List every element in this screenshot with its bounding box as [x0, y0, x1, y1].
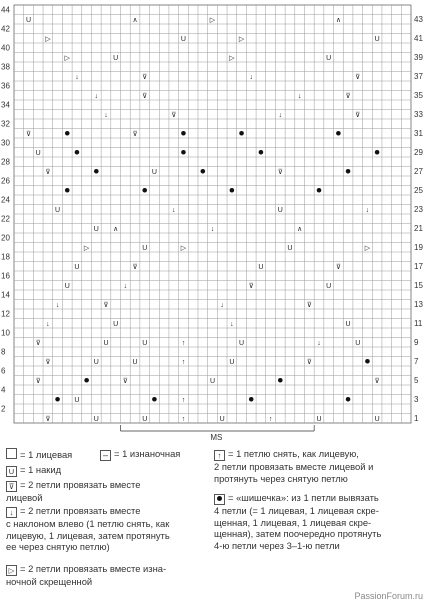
bobble-mark	[181, 131, 186, 136]
legend-k2tog	[6, 479, 140, 504]
row-label-left: 34	[1, 100, 10, 110]
stitch-yo: U	[374, 35, 380, 43]
row-label-left: 4	[1, 385, 6, 395]
stitch-yo: U	[219, 415, 225, 423]
row-label-left: 6	[1, 366, 6, 376]
ssk-icon: ↓	[6, 507, 17, 518]
row-label-right: 17	[414, 262, 423, 272]
bobble-mark	[249, 397, 254, 402]
row-label-right: 7	[414, 357, 419, 367]
stitch-ssk: ↓	[75, 73, 79, 81]
row-label-left: 42	[1, 24, 10, 34]
stitch-yo: U	[355, 339, 361, 347]
row-label-right: 5	[414, 376, 419, 386]
stitch-yo: U	[258, 263, 264, 271]
row-label-left: 44	[1, 5, 10, 15]
row-label-left: 24	[1, 195, 10, 205]
legend-k2tog-text: = 2 петли провязать вместе лицевой	[6, 479, 141, 503]
stitch-ssk: ↓	[123, 282, 128, 290]
row-label-right: 13	[414, 300, 423, 310]
stitch-p2tog_tbl: ▷	[83, 244, 90, 252]
stitch-yo: U	[229, 358, 235, 366]
stitch-k2tog: ⊽	[103, 301, 109, 309]
stitch-yo: U	[103, 339, 109, 347]
stitch-yo: U	[74, 263, 80, 271]
stitch-yo: U	[345, 320, 351, 328]
k2tog-icon: ⊽	[6, 481, 17, 492]
legend-knit	[6, 448, 72, 461]
row-label-left: 20	[1, 233, 10, 243]
stitch-ssk: ↓	[317, 339, 321, 347]
stitch-yo: U	[93, 358, 99, 366]
row-label-right: 43	[414, 15, 423, 25]
stitch-k2tog_left: ∧	[113, 225, 119, 233]
legend-purl	[100, 448, 180, 461]
row-label-right: 31	[414, 129, 423, 139]
stitch-cdd: ↑	[181, 415, 186, 423]
stitch-ssk: ↓	[210, 225, 215, 233]
stitch-p2tog_tbl: ▷	[64, 54, 70, 62]
row-label-right: 21	[414, 224, 423, 234]
bobble-mark	[336, 131, 341, 136]
stitch-yo: U	[74, 396, 80, 404]
stitch-yo: U	[142, 415, 148, 423]
stitch-k2tog_left: ∧	[132, 16, 138, 24]
stitch-yo: U	[64, 282, 70, 290]
stitch-yo: U	[142, 339, 148, 347]
row-label-left: 22	[1, 214, 10, 224]
bobble-mark	[365, 359, 370, 364]
stitch-cdd: ↑	[181, 358, 186, 366]
stitch-k2tog: ⊽	[345, 92, 351, 100]
bobble-icon	[214, 494, 225, 505]
stitch-yo: U	[374, 415, 380, 423]
stitch-yo: U	[277, 206, 283, 214]
legend-purl-text: = 1 изнаночная	[114, 448, 181, 459]
stitch-yo: U	[35, 149, 41, 157]
row-label-right: 41	[414, 34, 423, 44]
stitch-yo: U	[239, 339, 245, 347]
cdd-icon: ↑	[214, 450, 225, 461]
watermark: PassionForum.ru	[354, 591, 423, 601]
row-label-right: 25	[414, 186, 423, 196]
row-label-right: 23	[414, 205, 423, 215]
stitch-k2tog: ⊽	[306, 301, 312, 309]
row-label-left: 26	[1, 176, 10, 186]
stitch-p2tog_tbl: ▷	[45, 35, 51, 43]
bobble-mark	[239, 131, 244, 136]
stitch-k2tog: ⊽	[355, 73, 361, 81]
legend-bobble	[214, 492, 381, 551]
bobble-mark	[142, 188, 147, 193]
stitch-yo: U	[113, 320, 119, 328]
legend-cdd	[214, 448, 373, 484]
stitch-k2tog_left: ∧	[335, 16, 341, 24]
row-label-left: 38	[1, 62, 10, 72]
stitch-yo: U	[142, 244, 148, 252]
bobble-mark	[346, 169, 351, 174]
bobble-mark	[55, 397, 60, 402]
yo-icon: U	[6, 466, 17, 477]
stitch-yo: U	[180, 35, 186, 43]
row-label-right: 19	[414, 243, 423, 253]
bobble-mark	[65, 188, 70, 193]
purl-icon: –	[100, 450, 111, 461]
bobble-mark	[94, 169, 99, 174]
stitch-ssk: ↓	[230, 320, 234, 328]
row-label-left: 8	[1, 347, 6, 357]
stitch-ssk: ↓	[278, 111, 283, 119]
bobble-mark	[75, 150, 80, 155]
stitch-yo: U	[326, 54, 332, 62]
row-label-right: 3	[414, 395, 419, 405]
stitch-ssk: ↓	[172, 206, 176, 214]
legend-knit-text: = 1 лицевая	[20, 449, 73, 460]
stitch-k2tog: ⊽	[306, 358, 312, 366]
legend-ssk	[6, 505, 170, 553]
stitch-k2tog_left: ∧	[297, 225, 303, 233]
knit-icon	[6, 448, 17, 459]
stitch-k2tog: ⊽	[355, 111, 361, 119]
stitch-yo: U	[93, 225, 99, 233]
stitch-k2tog: ⊽	[335, 263, 341, 271]
stitch-k2tog: ⊽	[132, 263, 138, 271]
row-label-left: 10	[1, 328, 10, 338]
stitch-k2tog: ⊽	[248, 282, 254, 290]
stitch-yo: U	[113, 54, 119, 62]
stitch-ssk: ↓	[365, 206, 370, 214]
stitch-p2tog_tbl: ▷	[364, 244, 371, 252]
row-label-right: 15	[414, 281, 423, 291]
row-label-right: 35	[414, 91, 423, 101]
row-label-right: 11	[414, 319, 423, 329]
bobble-mark	[181, 150, 186, 155]
bobble-mark	[84, 378, 89, 383]
row-label-right: 9	[414, 338, 419, 348]
legend-cdd-text: = 1 петлю снять, как лицевую, 2 петли провязать вместе лицевой и протянуть через снятую петлю	[214, 448, 374, 484]
bobble-mark	[375, 150, 380, 155]
bobble-mark	[259, 150, 264, 155]
row-label-left: 18	[1, 252, 10, 262]
stitch-k2tog: ⊽	[35, 339, 41, 347]
stitch-k2tog: ⊽	[45, 415, 51, 423]
bobble-mark	[152, 397, 157, 402]
row-label-left: 40	[1, 43, 10, 53]
legend-yo-text: = 1 накид	[20, 464, 62, 475]
stitch-k2tog: ⊽	[45, 358, 51, 366]
legend-ssk-text: = 2 петли провязать вместе с наклоном влево (1 петлю снять, как лицевую, 1 лицевая, затем протянуть ее через снятую петлю)	[6, 505, 170, 552]
stitch-ssk: ↓	[46, 320, 50, 328]
stitch-k2tog: ⊽	[25, 130, 32, 138]
stitch-yo: U	[209, 377, 216, 385]
stitch-k2tog: ⊽	[171, 111, 177, 119]
stitch-yo: U	[287, 244, 293, 252]
bobble-mark	[65, 131, 70, 136]
legend-p2tog-tbl-text: = 2 петли провязать вместе изна- ночной скрещенной	[6, 563, 167, 587]
stitch-k2tog: ⊽	[45, 168, 51, 176]
bobble-mark	[201, 169, 206, 174]
row-label-right: 33	[414, 110, 423, 120]
row-label-left: 16	[1, 271, 10, 281]
row-label-right: 27	[414, 167, 423, 177]
row-label-left: 28	[1, 157, 10, 167]
stitch-p2tog_tbl: ▷	[238, 35, 245, 43]
legend-p2tog-tbl	[6, 563, 166, 588]
stitch-k2tog: ⊽	[132, 130, 138, 138]
row-label-left: 14	[1, 290, 10, 300]
row-label-right: 1	[414, 414, 419, 424]
stitch-cdd: ↑	[268, 415, 273, 423]
row-label-right: 39	[414, 53, 423, 63]
stitch-cdd: ↑	[181, 396, 186, 404]
row-label-left: 2	[1, 404, 6, 414]
stitch-ssk: ↓	[220, 301, 224, 309]
bobble-mark	[317, 188, 322, 193]
stitch-yo: U	[326, 282, 332, 290]
stitch-yo: U	[132, 358, 138, 366]
row-label-right: 29	[414, 148, 423, 158]
stitch-k2tog: ⊽	[35, 377, 41, 385]
legend-yo	[6, 464, 61, 477]
bobble-mark	[278, 378, 283, 383]
stitch-p2tog_tbl: ▷	[229, 54, 235, 62]
ms-label: MS	[210, 433, 223, 440]
stitch-k2tog: ⊽	[122, 377, 128, 385]
stitch-ssk: ↓	[104, 111, 108, 119]
row-label-left: 36	[1, 81, 10, 91]
stitch-cdd: ↑	[181, 339, 186, 347]
bobble-mark	[346, 397, 351, 402]
stitch-yo: U	[25, 16, 32, 24]
bobble-mark	[230, 188, 235, 193]
stitch-ssk: ↓	[249, 73, 253, 81]
stitch-ssk: ↓	[297, 92, 302, 100]
stitch-k2tog: ⊽	[277, 168, 283, 176]
row-label-left: 32	[1, 119, 10, 129]
stitch-yo: U	[151, 168, 157, 176]
stitch-yo: U	[316, 415, 322, 423]
stitch-ssk: ↓	[55, 301, 60, 309]
stitch-k2tog: ⊽	[142, 73, 148, 81]
legend-bobble-text: = «шишечка»: из 1 петли вывязать 4 петли (= 1 лицевая, 1 лицевая скре- щенная, 1 лицевая, 1 лицевая скре- щенная), затем поочередно протянуть 4-ю петли через 3–1-ю петли	[214, 492, 382, 551]
stitch-p2tog_tbl: ▷	[209, 16, 216, 24]
stitch-p2tog_tbl: ▷	[180, 244, 187, 252]
stitch-ssk: ↓	[94, 92, 99, 100]
stitch-k2tog: ⊽	[374, 377, 380, 385]
row-label-right: 37	[414, 72, 423, 82]
stitch-k2tog: ⊽	[142, 92, 148, 100]
legend	[0, 446, 427, 604]
row-label-left: 12	[1, 309, 10, 319]
stitch-yo: U	[55, 206, 61, 214]
stitch-yo: U	[93, 415, 99, 423]
row-label-left: 30	[1, 138, 10, 148]
p2tog-tbl-icon: ▷	[6, 565, 17, 576]
